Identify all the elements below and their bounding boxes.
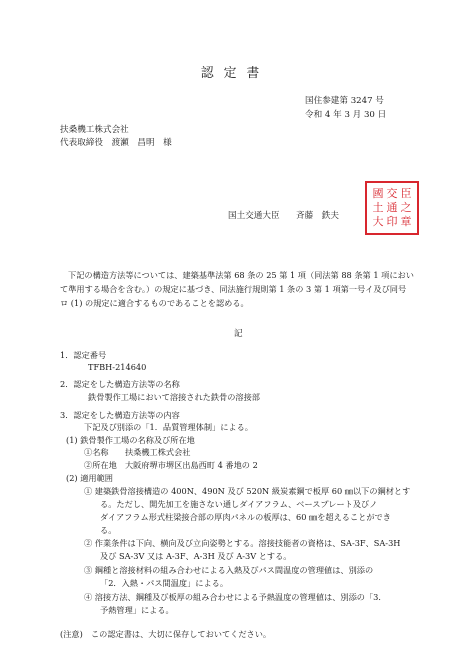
document-number: 国住参建第 3247 号 (305, 96, 384, 106)
item-3-sub1: (1) 鉄骨製作工場の名称及び所在地 (66, 435, 195, 445)
page-title: 認定書 (200, 66, 270, 81)
scope-4-line-2: 予熱管理」による。 (100, 605, 174, 615)
seal-glyph: 國 (372, 187, 384, 200)
seal-glyph: 臣 (400, 187, 412, 200)
closing-note: (注意) この認定書は、大切に保存しておいてください。 (60, 629, 272, 639)
issuer-title: 国土交通大臣 (228, 211, 280, 221)
scope-1-line-4: る。 (100, 525, 117, 535)
issue-date: 令和 4 年 3 月 30 日 (305, 110, 387, 120)
item-3-sub1-name: ①名称 扶桑機工株式会社 (84, 447, 191, 457)
scope-4-line-1: ④ 溶接方法、鋼種及び板厚の組み合わせによる予熱温度の管理値は、別添の「3． (84, 592, 387, 602)
scope-1-line-1: ① 建築鉄骨溶接構造の 400N、490N 及び 520N 級炭素鋼で板厚 60 ㎜以下の鋼材とす (84, 486, 411, 496)
scope-1-line-2: る。ただし、開先加工を施さない通しダイアフラム、ベースプレート及びノ (100, 499, 378, 509)
scope-3-line-2: 「2．入熱・パス間温度」による。 (100, 578, 229, 588)
item-2-heading: 2．認定をした構造方法等の名称 (60, 379, 180, 389)
seal-glyph: 印 (386, 215, 398, 228)
item-3-heading: 3．認定をした構造方法等の内容 (60, 410, 180, 420)
item-3-intro: 下記及び別添の「1．品質管理体制」による。 (84, 422, 253, 432)
seal-glyph: 交 (386, 187, 398, 200)
item-1-value: TFBH-214640 (88, 362, 147, 372)
body-line-1: 下記の構造方法等については、建築基準法第 68 条の 25 第 1 項（同法第 88 条第 1 項におい (68, 270, 414, 280)
item-1-heading: 1．認定番号 (60, 350, 107, 360)
body-line-2: て準用する場合を含む。）の規定に基づき、同法施行規則第 1 条の 3 第 1 項第一号イ及び同号 (60, 284, 407, 294)
item-2-value: 鉄骨製作工場において溶接された鉄骨の溶接部 (88, 392, 260, 402)
seal-glyph: 土 (372, 201, 384, 214)
scope-2-line-2: 及び SA-3V 又は A-3F、A-3H 及び A-3V とする。 (100, 551, 292, 561)
scope-1-line-3: ダイアフラム形式柱梁接合部の厚肉パネルの板厚は、60 ㎜を超えることができ (100, 512, 391, 522)
seal-glyph: 章 (400, 215, 412, 228)
body-line-3: ロ (1) の規定に適合するものであることを認める。 (60, 298, 249, 308)
item-3-sub1-address: ②所在地 大阪府堺市堺区出島西町 4 番地の 2 (84, 460, 258, 470)
official-seal (365, 181, 419, 235)
recipient-representative: 代表取締役 渡瀬 昌明 様 (60, 138, 172, 148)
seal-glyph: 大 (372, 215, 384, 228)
scope-3-line-1: ③ 鋼種と溶接材料の組み合わせによる入熱及びパス間温度の管理値は、別添の (84, 565, 374, 575)
issuer-name: 斉藤 鉄夫 (296, 211, 339, 221)
seal-glyph: 通 (386, 201, 398, 214)
recipient-company: 扶桑機工株式会社 (60, 125, 129, 135)
ki-heading: 記 (234, 329, 243, 339)
scope-2-line-1: ② 作業条件は下向、横向及び立向姿勢とする。溶接技能者の資格は、SA-3F、SA-3H (84, 538, 401, 548)
item-3-sub2: (2) 適用範囲 (66, 473, 113, 483)
seal-glyph: 之 (400, 201, 412, 214)
